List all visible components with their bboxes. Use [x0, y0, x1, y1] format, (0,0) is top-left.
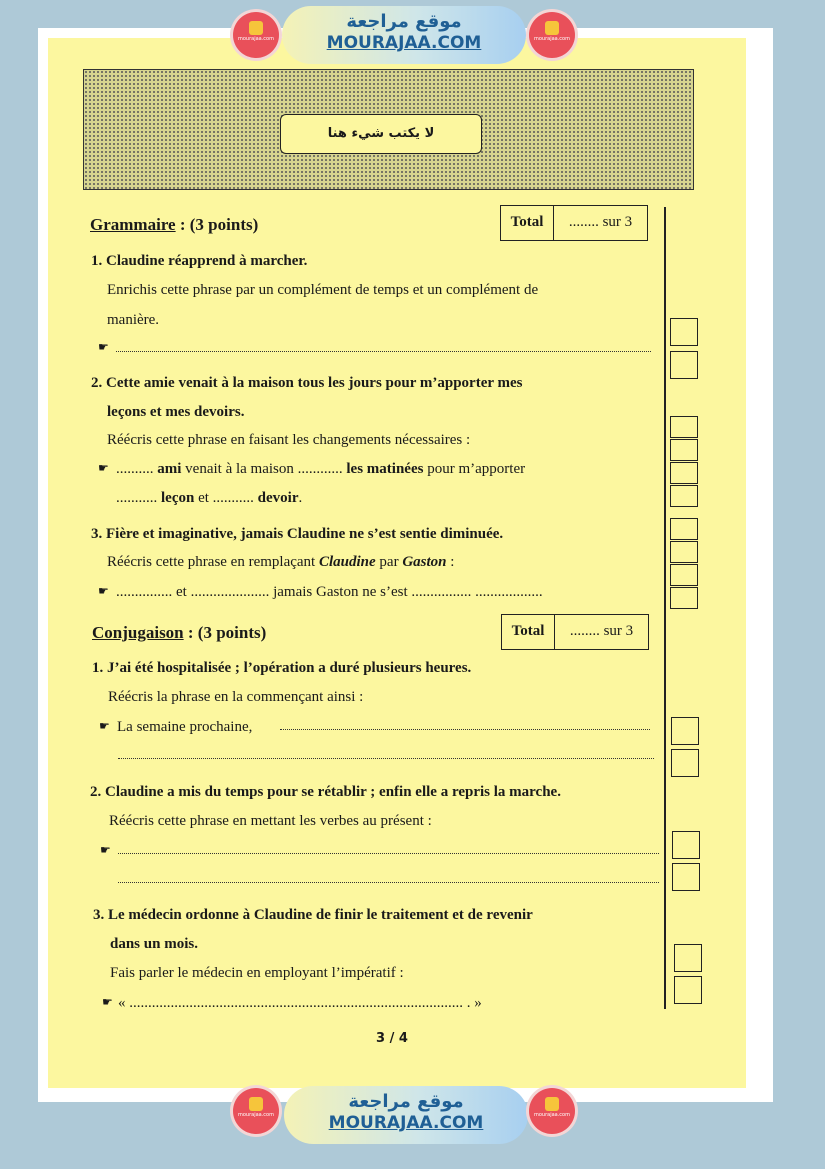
g-q2-answer-line-2[interactable]: ........... leçon et ........... devoir. — [116, 490, 303, 506]
g-q1-instruction: Enrichis cette phrase par un complément de temps et un complément de — [107, 282, 539, 298]
score-box[interactable] — [670, 351, 698, 379]
g-q2-instruction: Réécris cette phrase en faisant les changements nécessaires : — [107, 432, 471, 448]
site-logo-right-top: mourajaa.com — [529, 12, 575, 58]
c-q1-instruction: Réécris la phrase en la commençant ainsi : — [108, 689, 364, 705]
watermark-latin: MOURAJAA.COM — [328, 1113, 484, 1133]
g-q2-title: 2. Cette amie venait à la maison tous les jours pour m’apporter mes — [91, 375, 523, 391]
watermark-arabic: موقع مراجعة — [346, 11, 462, 32]
g-q2-title-2: leçons et mes devoirs. — [107, 404, 245, 420]
c-q2-instruction: Réécris cette phrase en mettant les verbes au présent : — [109, 813, 432, 829]
score-box[interactable] — [674, 944, 702, 972]
pointing-hand-icon: ☛ — [98, 584, 109, 598]
margin-line — [664, 207, 666, 1009]
grammaire-total-box — [500, 205, 648, 241]
c-q3-title: 3. Le médecin ordonne à Claudine de finir le traitement et de revenir — [93, 907, 533, 923]
site-logo-right-bottom: mourajaa.com — [529, 1088, 575, 1134]
answer-line[interactable] — [116, 349, 651, 352]
score-box[interactable] — [672, 863, 700, 891]
g-q1-instruction-2: manière. — [107, 312, 160, 328]
answer-line[interactable] — [280, 727, 650, 730]
score-box[interactable] — [670, 587, 698, 609]
score-box[interactable] — [670, 439, 698, 461]
g-q2-answer-line-1[interactable]: .......... ami venait à la maison ............ les matinées pour m’apporter — [116, 461, 526, 477]
conjugaison-heading: Conjugaison : (3 points) — [92, 623, 267, 642]
conjugaison-total-box — [501, 614, 649, 650]
g-q3-title: 3. Fière et imaginative, jamais Claudine ne s’est sentie diminuée. — [91, 526, 504, 542]
c-q3-answer[interactable]: « ......................................................................................... . » — [118, 995, 482, 1011]
grammaire-heading: Grammaire : (3 points) — [90, 215, 259, 234]
answer-line[interactable] — [118, 756, 654, 759]
answer-line[interactable] — [118, 880, 659, 883]
do-not-write-label: لا يكتب شيء هنا — [280, 114, 482, 154]
c-q1-answer-start: La semaine prochaine, — [117, 719, 253, 735]
total-label: Total — [502, 615, 555, 649]
c-q3-title-2: dans un mois. — [110, 936, 198, 952]
g-q1-title: 1. Claudine réapprend à marcher. — [91, 253, 308, 269]
pointing-hand-icon: ☛ — [100, 843, 111, 857]
watermark-latin: MOURAJAA.COM — [326, 33, 482, 53]
c-q3-instruction: Fais parler le médecin en employant l’impératif : — [110, 965, 404, 981]
pointing-hand-icon: ☛ — [98, 461, 109, 475]
watermark-badge-bottom[interactable] — [284, 1086, 528, 1144]
score-box[interactable] — [674, 976, 702, 1004]
site-logo-left-bottom: mourajaa.com — [233, 1088, 279, 1134]
score-box[interactable] — [670, 416, 698, 438]
score-box[interactable] — [670, 462, 698, 484]
score-box[interactable] — [671, 749, 699, 777]
score-box[interactable] — [671, 717, 699, 745]
total-label: Total — [501, 206, 554, 240]
site-logo-left-top: mourajaa.com — [233, 12, 279, 58]
score-box[interactable] — [670, 318, 698, 346]
score-box[interactable] — [670, 564, 698, 586]
g-q3-answer[interactable]: ............... et ..................... jamais Gaston ne s’est ................ .................. — [116, 584, 543, 600]
g-q3-instruction: Réécris cette phrase en remplaçant Claudine par Gaston : — [107, 554, 455, 570]
watermark-arabic: موقع مراجعة — [348, 1091, 464, 1112]
pointing-hand-icon: ☛ — [99, 719, 110, 733]
answer-line[interactable] — [118, 851, 659, 854]
score-box[interactable] — [670, 485, 698, 507]
total-value: ........ sur 3 — [569, 623, 634, 639]
pointing-hand-icon: ☛ — [102, 995, 113, 1009]
pointing-hand-icon: ☛ — [98, 340, 109, 354]
score-box[interactable] — [670, 541, 698, 563]
page-number: 3 / 4 — [376, 1031, 408, 1046]
c-q1-title: 1. J’ai été hospitalisée ; l’opération a duré plusieurs heures. — [92, 660, 472, 676]
score-box[interactable] — [672, 831, 700, 859]
score-box[interactable] — [670, 518, 698, 540]
c-q2-title: 2. Claudine a mis du temps pour se rétablir ; enfin elle a repris la marche. — [90, 784, 561, 800]
total-value: ........ sur 3 — [568, 214, 633, 230]
watermark-badge-top[interactable] — [282, 6, 526, 64]
